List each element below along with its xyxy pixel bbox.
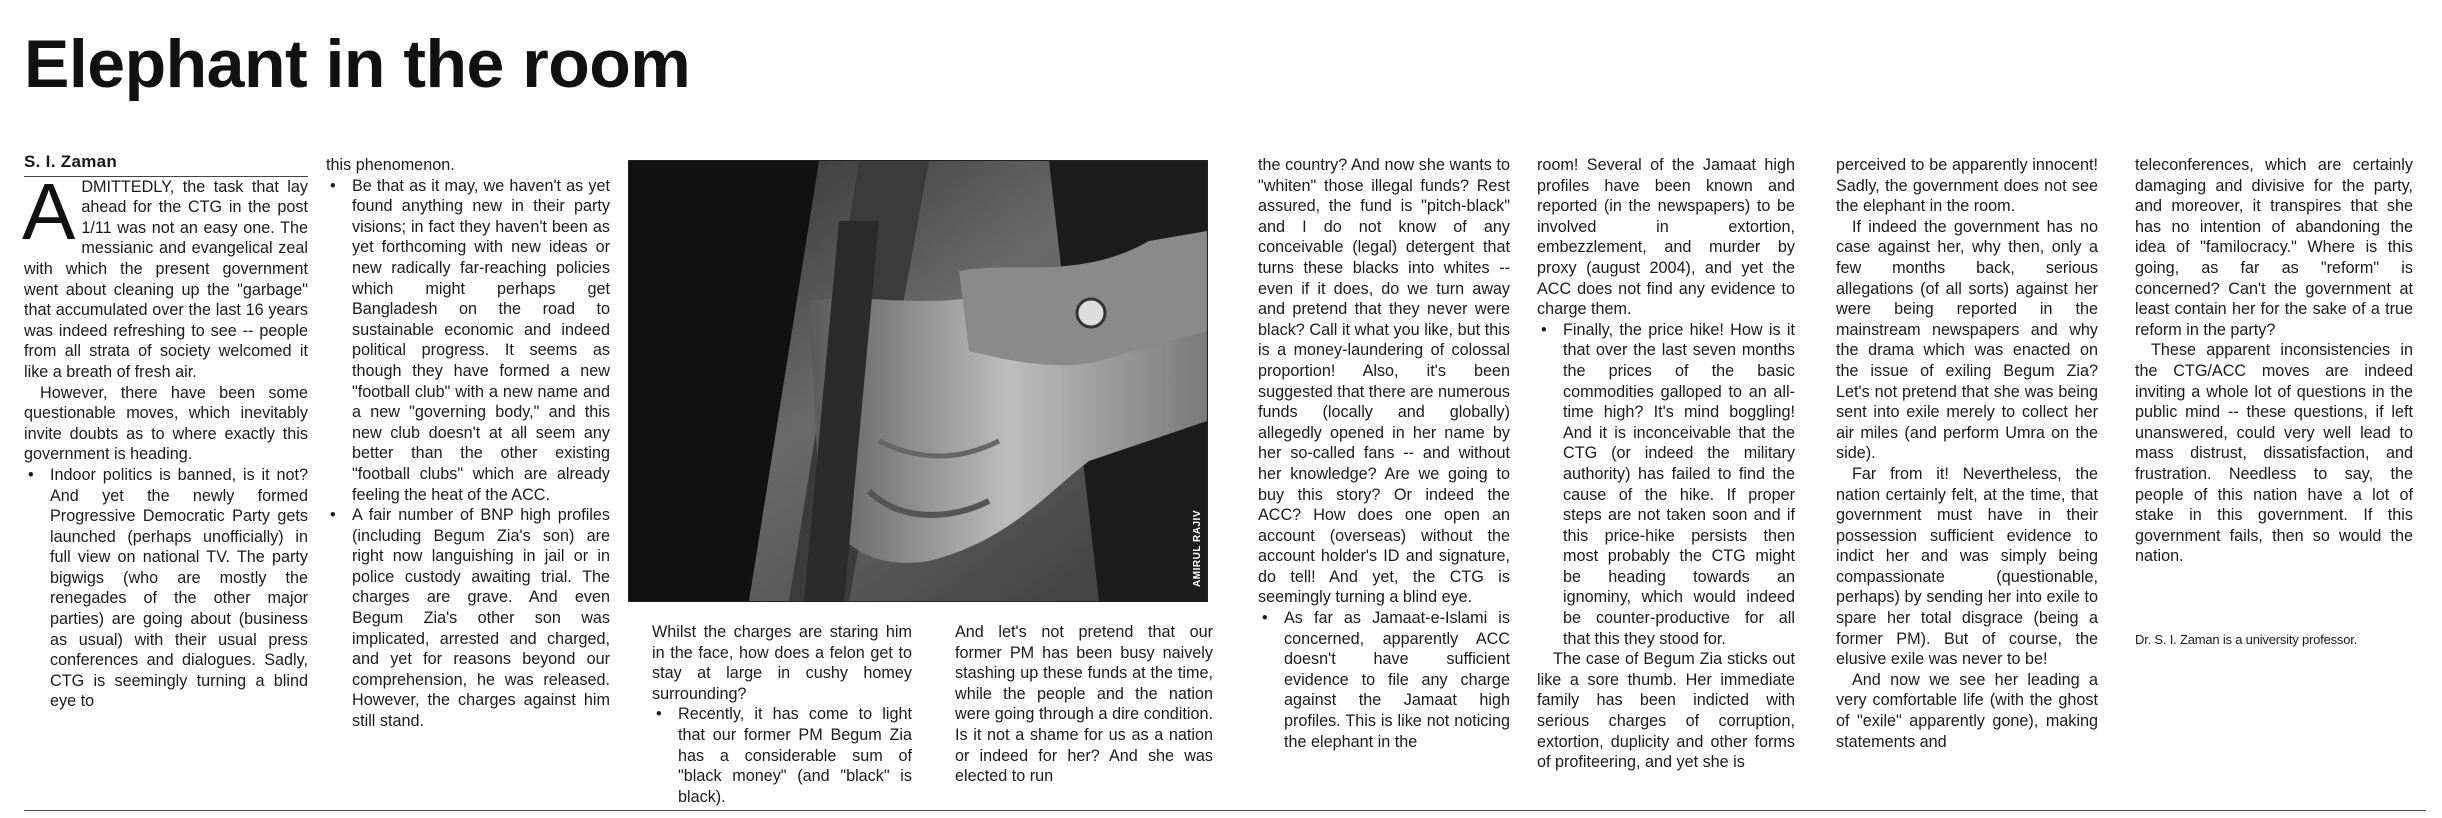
column-6 (1537, 155, 1795, 773)
drop-cap: A (22, 166, 76, 256)
bullet-paragraph: • Be that as it may, we haven't as yet found anything new in their party visions; in fact they haven't been as yet forthcoming with new ideas or new radically far-reaching policies which might perhaps get Bangladesh on the road to sustainable economic and indeed political progress. It seems as though they have formed a new "football club" with a new name and a new "governing body," and this new club doesn't at all seem any better than the other existing "football clubs" which are already feeling the heat of the ACC. (326, 176, 610, 506)
paragraph-continued: Whilst the charges are staring him in the face, how does a felon get to stay at large in cushy homey surrounding? (652, 623, 912, 703)
paragraph: The case of Begum Zia sticks out like a sore thumb. Her immediate family has been indicted with serious charges of corruption, extortion, duplicity and other forms of profiteering, and yet she is (1537, 650, 1795, 772)
photo-image (629, 161, 1207, 601)
bullet-paragraph: • Recently, it has come to light that our former PM Begum Zia has a considerable sum of "black money" (and "black" is black). (652, 704, 912, 807)
photo-credit: AMIRUL RAJIV (1192, 510, 1203, 587)
paragraph-continued: teleconferences, which are certainly damaging and divisive for the party, and moreover, it transpires that she has no intention of abandoning the idea of "familocracy." Where is this going, as far as "reform" is concerned? Can't the government at least contain her for the sake of a true reform in the party? (2135, 156, 2413, 339)
column-3 (652, 622, 912, 807)
paragraph-continued: perceived to be apparently innocent! Sadly, the government does not see the elephant in the room. (1836, 156, 2098, 216)
column-7 (1836, 155, 2098, 752)
paragraph-continued: the country? And now she wants to "whiten" those illegal funds? Rest assured, the fund is "pitch-black" and I do not know of any conceivable (legal) detergent that turns these blacks into whites -- even if it does, do we turn away and pretend that they never were black? Call it what you like, but this is a money-laundering of colossal proportion! Also, it's been suggested that there are numerous funds (locally and globally) allegedly opened in her name by her so-called fans -- and without her knowledge? Are we going to buy this story? Or indeed the ACC? How does one open an account (overseas) without the account holder's ID and signature, do tell! And yet, the CTG is seemingly turning a blind eye. (1258, 156, 1510, 607)
bullet-paragraph: • Indoor politics is banned, is it not? And yet the newly formed Progressive Democratic Party gets launched (perhaps unofficially) in full view on national TV. The party bigwigs (who are mostly the renegades of the other major parties) are going about (business as usual) with their usual press conferences and dialogues. Sadly, CTG is seemingly turning a blind eye to (24, 465, 308, 712)
author-note: Dr. S. I. Zaman is a university professor. (2135, 632, 2358, 647)
column-2 (326, 155, 610, 732)
paragraph: These apparent inconsistencies in the CTG/ACC moves are indeed inviting a whole lot of questions in the public mind -- these questions, if left unanswered, could very well lead to mass distrust, dissatisfaction, and frustration. Needless to say, the people of this nation have a lot of stake in this government. If this government fails, then so would the nation. (2135, 341, 2413, 566)
paragraph-intro: ADMITTEDLY, the task that lay ahead for the CTG in the post 1/11 was not an easy one. The messianic and evangelical zeal with which the present government went about cleaning up the "garbage" that accumulated over the last 16 years was indeed refreshing to see -- people from all strata of society welcomed it like a breath of fresh air. (22, 166, 308, 381)
bullet-paragraph: • A fair number of BNP high profiles (including Begum Zia's son) are right now languishing in jail or in police custody awaiting trial. The charges are grave. And even Begum Zia's other son was implicated, arrested and charged, and yet for reasons beyond our comprehension, he was released. However, the charges against him still stand. (326, 505, 610, 732)
article-photo (628, 160, 1208, 602)
byline: S. I. Zaman (24, 152, 308, 177)
paragraph-continued: this phenomenon. (326, 156, 455, 174)
paragraph: If indeed the government has no case against her, why then, only a few months back, serious allegations (of all sorts) against her were being reported in the mainstream newspapers and why the drama which was enacted on the issue of exiling Begum Zia? Let's not pretend that she was being sent into exile merely to collect her air miles (and perform Umra on the side). (1836, 217, 2098, 463)
paragraph: And let's not pretend that our former PM has been busy naively stashing up these funds at the time, while the people and the nation were going through a dire condition. Is it not a shame for us as a nation or indeed for her? And she was elected to run (955, 623, 1213, 786)
bullet-paragraph: • Finally, the price hike! How is it that over the last seven months the prices of the basic commodities galloped to an all-time high? It's mind boggling! And it is inconceivable that the CTG (or indeed the military authority) has failed to find the cause of the hike. If proper steps are not taken soon and if this price-hike persists then most probably the CTG might be heading towards an ignominy, which would indeed be counter-productive for all that this they stood for. (1537, 320, 1795, 650)
column-1 (24, 152, 308, 712)
paragraph-continued: room! Several of the Jamaat high profiles have been known and reported (in the newspapers) to be involved in extortion, embezzlement, and murder by proxy (august 2004), and yet the ACC does not find any evidence to charge them. (1537, 156, 1795, 319)
column-8 (2135, 155, 2413, 567)
bottom-rule (24, 810, 2426, 811)
paragraph: Far from it! Nevertheless, the nation certainly felt, at the time, that government must have in their possession sufficient evidence to indict her and was simply being compassionate (questionable, perhaps) by sending her into exile to spare her total disgrace (being a former PM). But of course, the elusive exile was never to be! (1836, 464, 2098, 669)
bullet-paragraph: • As far as Jamaat-e-Islami is concerned, apparently ACC doesn't have sufficient evidence to file any charge against the Jamaat high profiles. This is like not noticing the elephant in the (1258, 608, 1510, 752)
paragraph: And now we see her leading a very comfortable life (with the ghost of "exile" apparently gone), making statements and (1836, 670, 2098, 751)
column-5 (1258, 155, 1510, 752)
paragraph: However, there have been some questionable moves, which inevitably invite doubts as to where exactly this government is heading. (24, 383, 308, 464)
column-4 (955, 622, 1213, 787)
headline: Elephant in the room (24, 26, 691, 102)
